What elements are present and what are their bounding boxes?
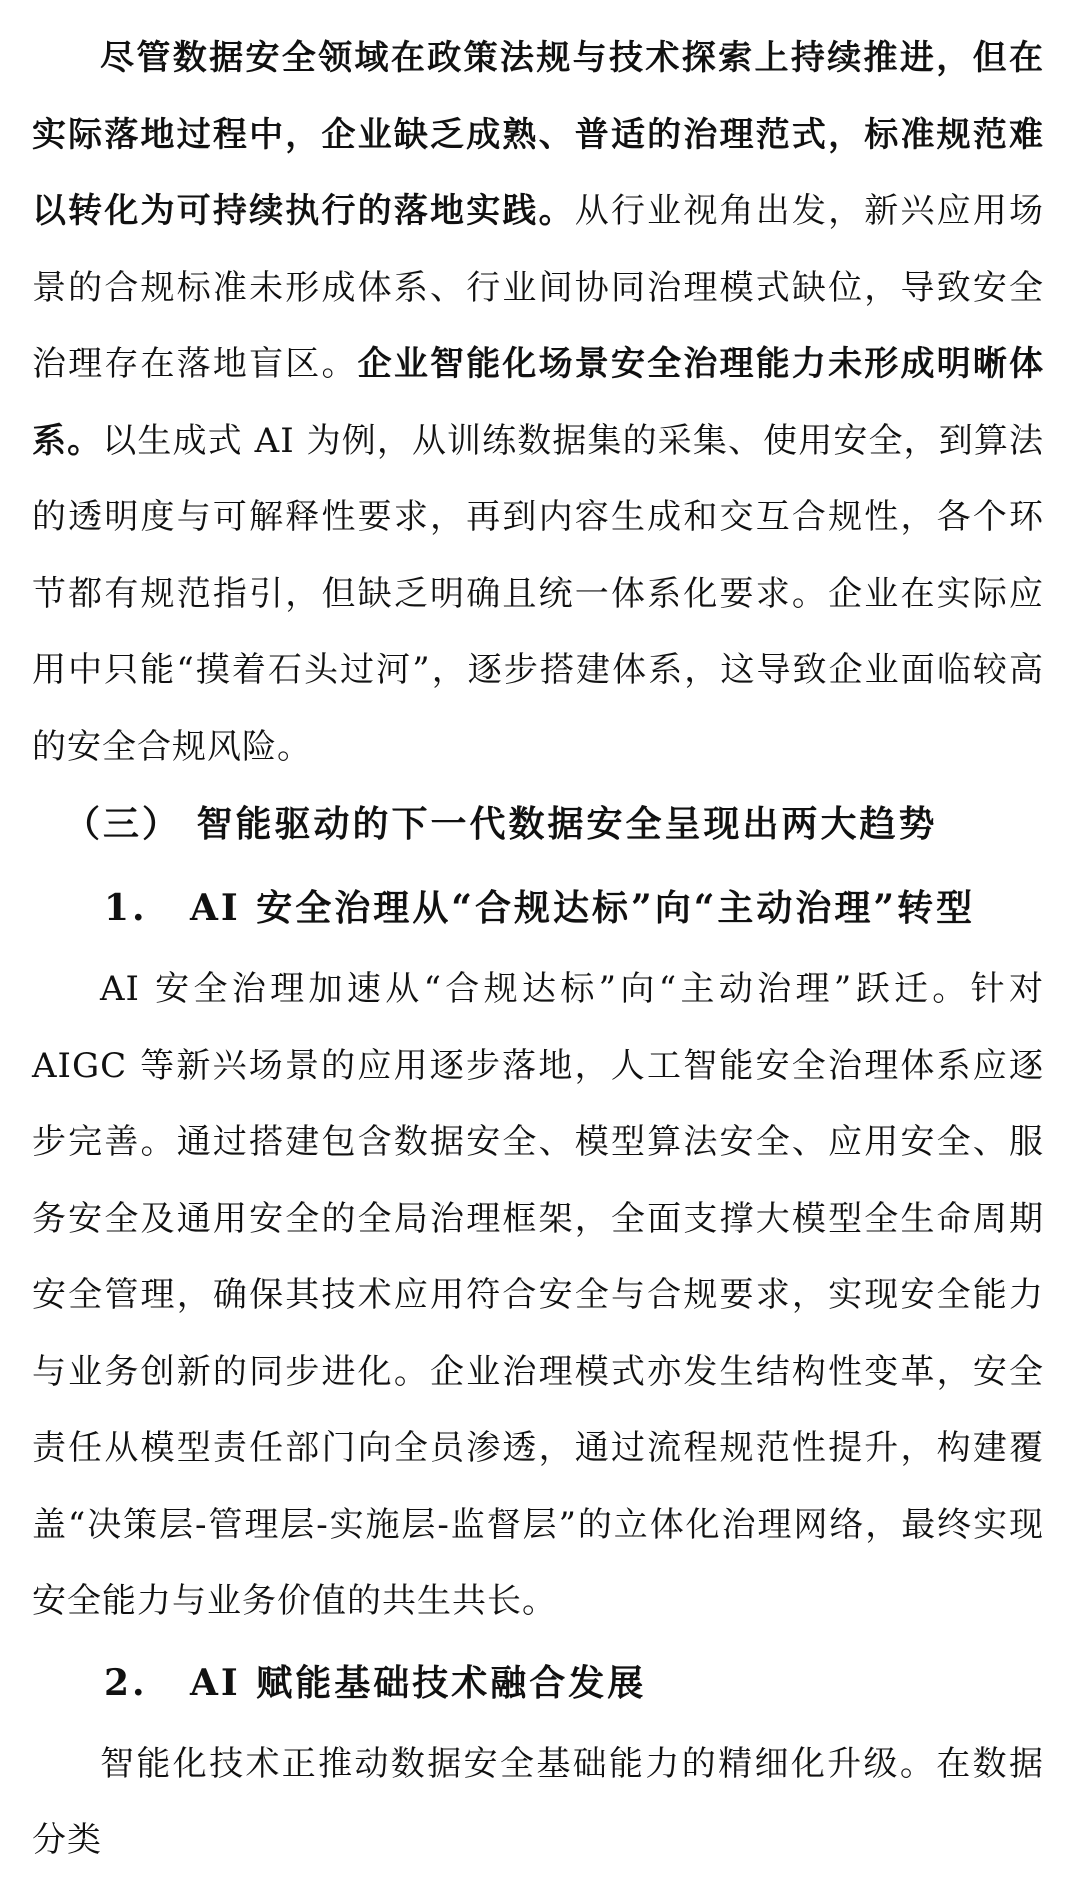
paragraph-ai-empowerment: 智能化技术正推动数据安全基础能力的精细化升级。在数据分类 xyxy=(32,1743,1044,1860)
sentence-industry-perspective: 从行业视角出发，新兴应用场景的合规标准未形成体系、行业间协同治理模式缺位，导致安全治理存在落地盲区。 xyxy=(32,191,1045,384)
sentence-generative-ai-example: 以生成式 AI 为例，从训练数据集的采集、使用安全，到算法的透明度与可解释性要求，再到内容生成和交互合规性，各个环节都有规范指引，但缺乏明确且统一体系化要求。企业在实际应用中只能“摸着石头过河”，逐步搭建体系，这导致企业面临较高的安全合规风险。 xyxy=(32,420,1044,767)
subheading-1-text: AI 安全治理从“合规达标”向“主动治理”转型 xyxy=(190,887,976,929)
paragraph-ai-governance: AI 安全治理加速从“合规达标”向“主动治理”跃迁。针对 AIGC 等新兴场景的应用逐步落地，人工智能安全治理体系应逐步完善。通过搭建包含数据安全、模型算法安全、应用安全、服务安全及通用安全的全局治理框架，全面支撑大模型全生命周期安全管理，确保其技术应用符合安全与合规要求，实现安全能力与业务创新的同步进化。企业治理模式亦发生结构性变革，安全责任从模型责任部门向全员渗透，通过流程规范性提升，构建覆盖“决策层-管理层-实施层-监督层”的立体化治理网络，最终实现安全能力与业务价值的共生共长。 xyxy=(32,969,1044,1621)
paragraph-governance-gaps xyxy=(32,20,1044,785)
subheading-2 xyxy=(32,1640,1044,1726)
bold-sentence-lack-of-paradigm: 尽管数据安全领域在政策法规与技术探索上持续推进，但在实际落地过程中，企业缺乏成熟、普适的治理范式，标准规范难以转化为可持续执行的落地实践。 xyxy=(32,38,1044,231)
section-heading-three: （三） 智能驱动的下一代数据安全呈现出两大趋势 xyxy=(64,804,938,845)
subheading-1-number: 1. xyxy=(104,887,148,929)
subheading-1 xyxy=(32,865,1044,951)
subheading-2-number: 2. xyxy=(104,1661,148,1704)
bold-sentence-enterprise-capability: 企业智能化场景安全治理能力未形成明晰体系。 xyxy=(32,344,1045,461)
subheading-2-text: AI 赋能基础技术融合发展 xyxy=(190,1661,647,1704)
